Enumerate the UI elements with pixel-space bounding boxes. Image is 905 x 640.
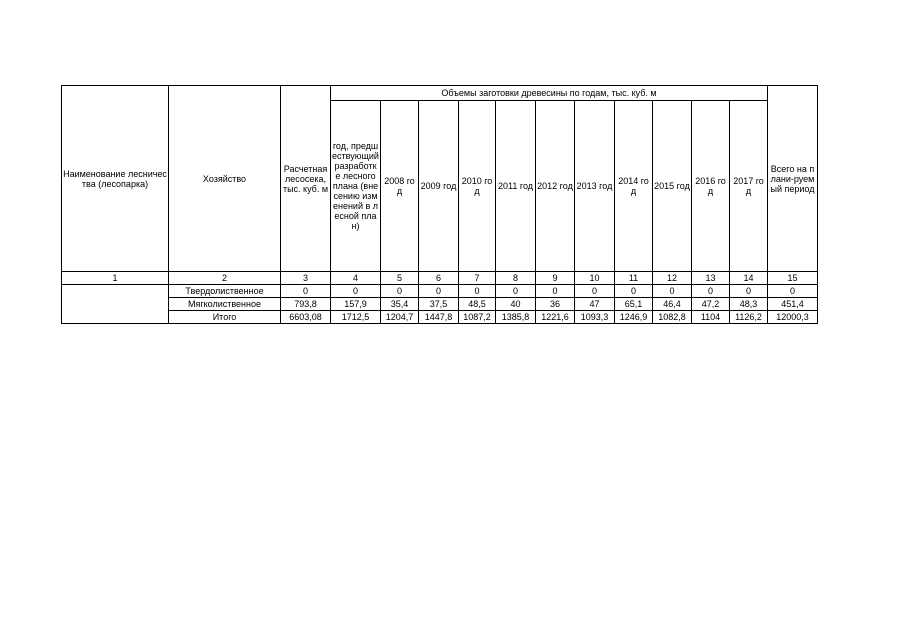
value-cell: 1087,2 [459, 311, 496, 324]
value-cell: 12000,3 [768, 311, 818, 324]
header-year-2011: 2011 год [496, 101, 536, 272]
value-cell: 47,2 [692, 298, 730, 311]
column-number: 13 [692, 272, 730, 285]
value-cell: 0 [730, 285, 768, 298]
header-year-2017: 2017 год [730, 101, 768, 272]
economy-cell: Итого [169, 311, 281, 324]
value-cell: 37,5 [419, 298, 459, 311]
column-number: 3 [281, 272, 331, 285]
value-cell: 1712,5 [331, 311, 381, 324]
header-economy: Хозяйство [169, 86, 281, 272]
value-cell: 1246,9 [615, 311, 653, 324]
value-cell: 40 [496, 298, 536, 311]
column-number: 10 [575, 272, 615, 285]
column-number: 8 [496, 272, 536, 285]
value-cell: 46,4 [653, 298, 692, 311]
value-cell: 35,4 [381, 298, 419, 311]
header-year-2016: 2016 год [692, 101, 730, 272]
column-number: 6 [419, 272, 459, 285]
header-year-2009: 2009 год [419, 101, 459, 272]
header-year-2015: 2015 год [653, 101, 692, 272]
column-number: 11 [615, 272, 653, 285]
column-number: 2 [169, 272, 281, 285]
column-number: 4 [331, 272, 381, 285]
table-row [62, 298, 818, 311]
column-number: 5 [381, 272, 419, 285]
table-row-total [62, 311, 818, 324]
value-cell: 36 [536, 298, 575, 311]
header-year-2012: 2012 год [536, 101, 575, 272]
economy-cell: Твердолиственное [169, 285, 281, 298]
value-cell: 1221,6 [536, 311, 575, 324]
forestry-name-cell [62, 285, 169, 324]
value-cell: 48,5 [459, 298, 496, 311]
value-cell: 0 [768, 285, 818, 298]
value-cell: 0 [653, 285, 692, 298]
column-number: 7 [459, 272, 496, 285]
value-cell: 0 [496, 285, 536, 298]
value-cell: 6603,08 [281, 311, 331, 324]
column-number: 14 [730, 272, 768, 285]
column-number: 1 [62, 272, 169, 285]
value-cell: 0 [575, 285, 615, 298]
header-year-2010: 2010 год [459, 101, 496, 272]
header-volumes-group: Объемы заготовки древесины по годам, тыс. куб. м [331, 86, 768, 101]
header-forestry: Наименование лесничества (лесопарка) [62, 86, 169, 272]
column-number: 12 [653, 272, 692, 285]
header-year-2014: 2014 год [615, 101, 653, 272]
value-cell: 157,9 [331, 298, 381, 311]
value-cell: 1126,2 [730, 311, 768, 324]
header-year-2013: 2013 год [575, 101, 615, 272]
value-cell: 1082,8 [653, 311, 692, 324]
column-numbers-row [62, 272, 818, 285]
timber-harvest-table [61, 85, 818, 324]
value-cell: 451,4 [768, 298, 818, 311]
value-cell: 48,3 [730, 298, 768, 311]
column-number: 15 [768, 272, 818, 285]
header-total: Всего на плани-руемый период [768, 86, 818, 272]
column-number: 9 [536, 272, 575, 285]
value-cell: 0 [536, 285, 575, 298]
header-year-2008: 2008 год [381, 101, 419, 272]
economy-cell: Мягколиственное [169, 298, 281, 311]
value-cell: 0 [381, 285, 419, 298]
value-cell: 0 [281, 285, 331, 298]
value-cell: 1104 [692, 311, 730, 324]
value-cell: 793,8 [281, 298, 331, 311]
value-cell: 0 [459, 285, 496, 298]
value-cell: 0 [692, 285, 730, 298]
value-cell: 1385,8 [496, 311, 536, 324]
header-prev-year: год, предшествующий разработке лесного плана (внесению изменений в лесной план) [331, 101, 381, 272]
header-allowable-cut: Расчетная лесосека, тыс. куб. м [281, 86, 331, 272]
value-cell: 1204,7 [381, 311, 419, 324]
value-cell: 1447,8 [419, 311, 459, 324]
table-row [62, 285, 818, 298]
value-cell: 0 [615, 285, 653, 298]
value-cell: 1093,3 [575, 311, 615, 324]
value-cell: 47 [575, 298, 615, 311]
value-cell: 0 [331, 285, 381, 298]
value-cell: 0 [419, 285, 459, 298]
value-cell: 65,1 [615, 298, 653, 311]
